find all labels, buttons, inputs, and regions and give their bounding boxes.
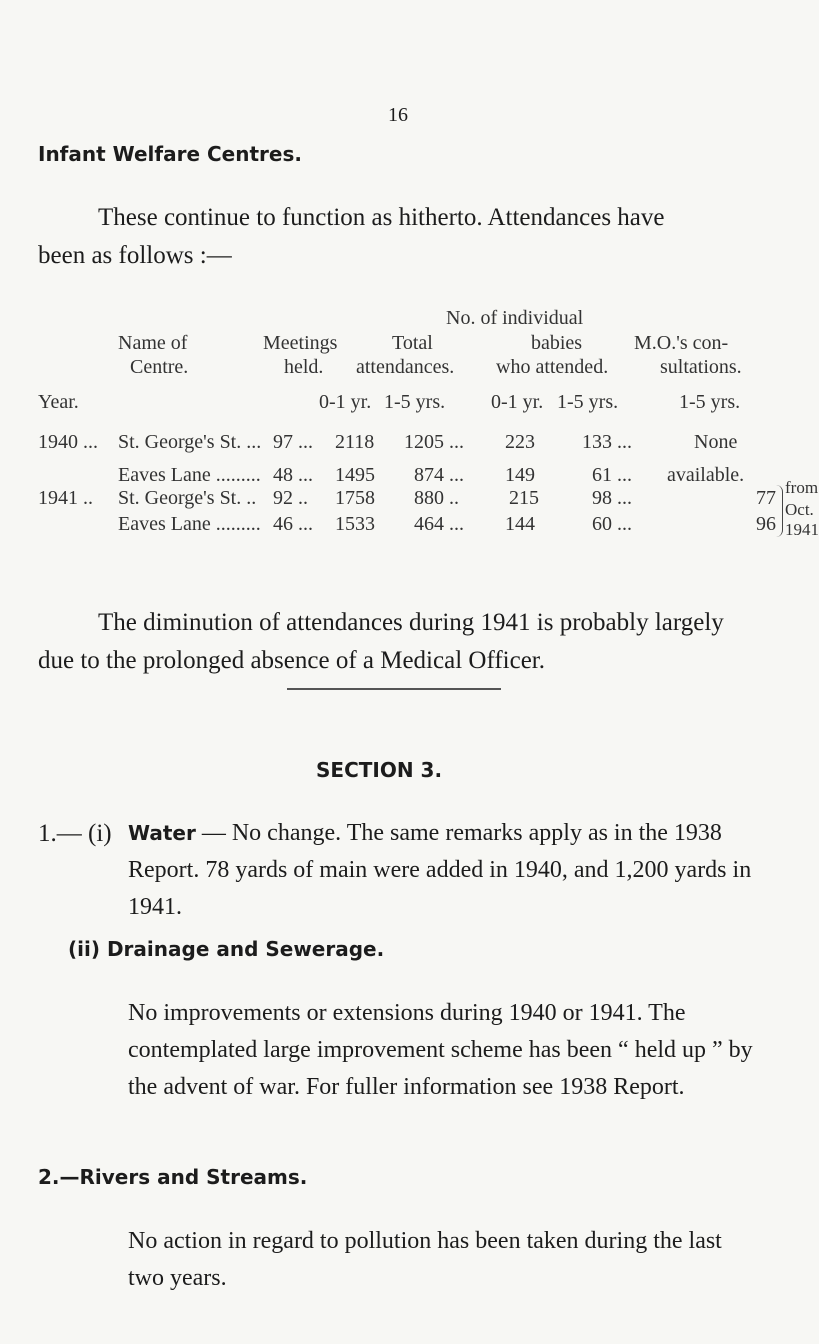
row-babies-0-1: 144 [505, 513, 535, 535]
row-meetings: 48 ... [273, 464, 313, 486]
header-individual: No. of individual [446, 307, 584, 329]
row-total-0-1: 1758 [335, 487, 375, 509]
diminution-line-2: due to the prolonged absence of a Medical Officer. [38, 647, 545, 674]
row-total-1-5: 464 ... [414, 513, 464, 535]
water-text: — No change. The same remarks apply as in the 1938 Report. 78 yards of main were added in 1940, and 1,200 yards in 1941. [128, 820, 752, 920]
header-total-2: attendances. [356, 356, 455, 378]
row-total-0-1: 2118 [335, 431, 375, 453]
item-1-prefix: 1.— (i) [38, 820, 112, 847]
row-total-0-1: 1533 [335, 513, 375, 535]
row-total-1-5: 874 ... [414, 464, 464, 486]
page-number: 16 [388, 104, 408, 126]
brace [776, 485, 783, 537]
header-meetings-2: held. [284, 356, 324, 378]
row-year: 1941 .. [38, 487, 93, 509]
header-total-1: Total [392, 332, 433, 354]
row-meetings: 92 .. [273, 487, 308, 509]
rivers-text: No action in regard to pollution has been taken during the last two years. [128, 1228, 722, 1291]
sub-babies-1-5: 1-5 yrs. [557, 391, 619, 413]
header-babies-2: who attended. [496, 356, 609, 378]
header-year: Year. [38, 391, 79, 413]
row-babies-1-5: 98 ... [592, 487, 632, 509]
header-meetings-1: Meetings [263, 332, 338, 354]
row-meetings: 46 ... [273, 513, 313, 535]
row-babies-0-1: 223 [505, 431, 535, 453]
row-centre: St. George's St. ... [118, 431, 262, 453]
note-from: from [785, 478, 819, 497]
drainage-text: No improvements or extensions during 1940 or 1941. The contemplated large improvement scheme has been “ held up ” by the advent of war. For fuller information see 1938 Report. [128, 1000, 753, 1100]
header-name-2: Centre. [130, 356, 189, 378]
rivers-heading: 2.—Rivers and Streams. [38, 1165, 308, 1189]
row-total-0-1: 1495 [335, 464, 375, 486]
section-3-heading: SECTION 3. [316, 758, 443, 782]
row-babies-1-5: 133 ... [582, 431, 632, 453]
row-centre: St. George's St. .. [118, 487, 257, 509]
row-babies-0-1: 149 [505, 464, 535, 486]
header-mo-2: sultations. [660, 356, 742, 378]
diminution-line-1: The diminution of attendances during 1941 is probably largely [98, 609, 724, 636]
row-centre: Eaves Lane ......... [118, 464, 261, 486]
row-centre: Eaves Lane ......... [118, 513, 261, 535]
infant-welfare-heading: Infant Welfare Centres. [38, 142, 302, 166]
drainage-heading: (ii) Drainage and Sewerage. [68, 937, 385, 961]
row-mo: available. [667, 464, 745, 486]
sub-mo: 1-5 yrs. [679, 391, 741, 413]
header-babies-1: babies [531, 332, 583, 354]
water-label: Water [128, 821, 196, 845]
header-name-1: Name of [118, 332, 188, 354]
row-babies-1-5: 61 ... [592, 464, 632, 486]
row-total-1-5: 880 .. [414, 487, 459, 509]
intro-line-2: been as follows :— [38, 242, 232, 269]
sub-babies-0-1: 0-1 yr. [491, 391, 544, 413]
sub-total-0-1: 0-1 yr. [319, 391, 372, 413]
row-mo: 96 [756, 513, 776, 535]
item-1-water [128, 815, 760, 926]
section-divider [287, 688, 501, 690]
row-babies-1-5: 60 ... [592, 513, 632, 535]
row-total-1-5: 1205 ... [404, 431, 464, 453]
row-babies-0-1: 215 [509, 487, 539, 509]
note-oct: Oct. [785, 500, 814, 519]
row-mo: 77 [756, 487, 776, 509]
note-year: 1941 [785, 520, 819, 539]
header-mo-1: M.O.'s con- [634, 332, 729, 354]
row-year: 1940 ... [38, 431, 98, 453]
row-mo: None [694, 431, 738, 453]
sub-total-1-5: 1-5 yrs. [384, 391, 446, 413]
intro-line-1: These continue to function as hitherto. Attendances have [98, 204, 665, 231]
row-meetings: 97 ... [273, 431, 313, 453]
